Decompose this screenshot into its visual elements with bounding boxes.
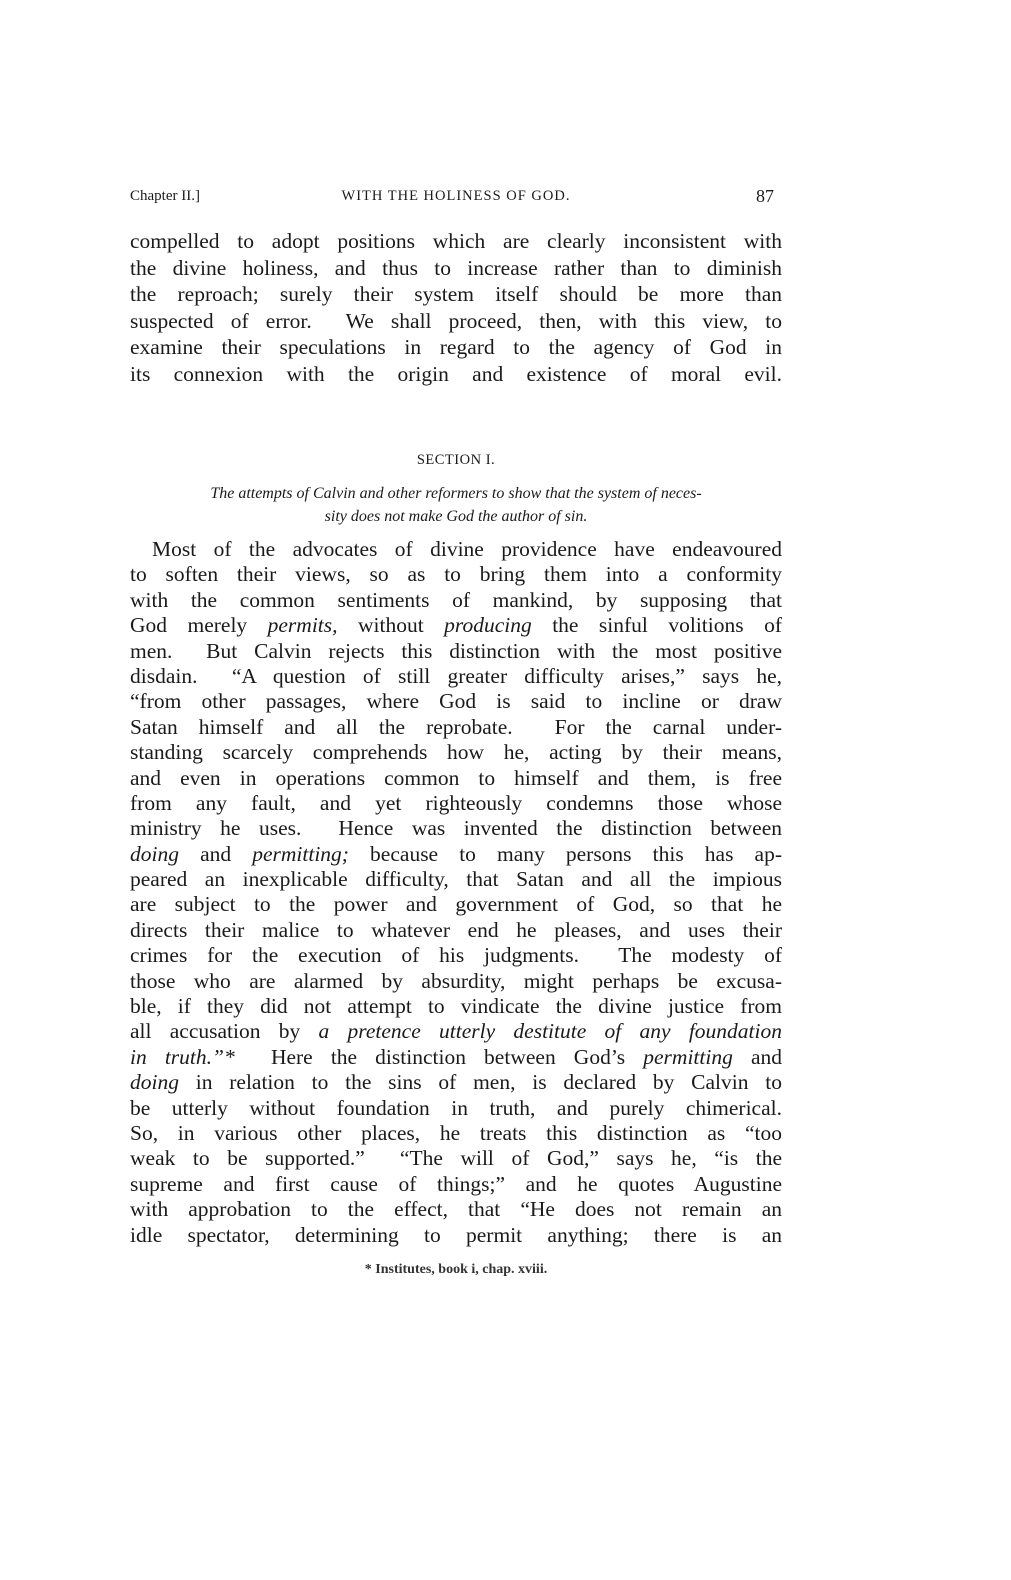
italic-text: permits,: [267, 613, 338, 638]
text-run: crimes for the execution of his judgments. The modesty of: [130, 943, 782, 968]
italic-text: doing: [130, 1070, 179, 1095]
italic-text: producing: [444, 613, 532, 638]
text-run: men. But Calvin rejects this distinction with the most positive: [130, 638, 782, 663]
text-run: weak to be supported.” “The will of God,” says he, “is the: [130, 1146, 782, 1171]
text-line: [130, 639, 782, 664]
text-run: examine their speculations in regard to the agency of God in: [130, 335, 782, 360]
text-run: the sinful volitions of: [531, 613, 782, 638]
text-run: all accusation by: [130, 1019, 319, 1044]
text-run: because to many persons this has ap-: [348, 841, 783, 866]
text-line: [130, 1096, 782, 1121]
text-line: [130, 842, 782, 867]
text-run: the reproach; surely their system itself should be more than: [130, 282, 782, 307]
text-line: [130, 361, 782, 388]
text-run: those who are alarmed by absurdity, might perhaps be excusa-: [130, 968, 782, 993]
text-line: [130, 334, 782, 361]
text-line: [130, 867, 782, 892]
italic-text: in truth.”*: [130, 1044, 235, 1069]
text-line: [130, 1019, 782, 1044]
text-line: [130, 918, 782, 943]
text-run: Most of the advocates of divine providence have endeavoured: [152, 537, 782, 561]
paragraph-2: [130, 537, 782, 1248]
text-line: [130, 588, 782, 613]
text-run: the divine holiness, and thus to increase rather than to diminish: [130, 255, 782, 280]
text-run: disdain. “A question of still greater difficulty arises,” says he,: [130, 663, 782, 688]
section-subtitle-line: sity does not make God the author of sin.: [324, 508, 588, 525]
text-line: [130, 791, 782, 816]
text-run: with approbation to the effect, that “He does not remain an: [130, 1197, 782, 1222]
text-line: [130, 892, 782, 917]
text-run: and even in operations common to himself and them, is free: [130, 765, 782, 790]
text-line: [130, 255, 782, 282]
text-line: [130, 740, 782, 765]
text-line: [130, 1045, 782, 1070]
text-run: standing scarcely comprehends how he, acting by their means,: [130, 740, 782, 765]
text-line: [130, 537, 782, 562]
text-run: to soften their views, so as to bring them into a conformity: [130, 562, 782, 587]
text-line: [130, 1146, 782, 1171]
text-run: peared an inexplicable difficulty, that Satan and all the impious: [130, 867, 782, 892]
text-line: [130, 969, 782, 994]
text-line: [130, 281, 782, 308]
text-line: [130, 689, 782, 714]
paragraph-1: [130, 228, 782, 388]
running-title: WITH THE HOLINESS OF GOD.: [341, 188, 571, 204]
text-line: [130, 943, 782, 968]
section-subtitle: [130, 482, 782, 528]
text-run: suspected of error. We shall proceed, then, with this view, to: [130, 308, 782, 333]
text-run: idle spectator, determining to permit anything; there is an: [130, 1222, 782, 1247]
text-run: ministry he uses. Hence was invented the distinction between: [130, 816, 782, 841]
text-run: God merely: [130, 613, 268, 638]
text-line: [130, 715, 782, 740]
text-line: [130, 562, 782, 587]
italic-text: doing: [130, 841, 179, 866]
text-run: and: [732, 1044, 783, 1069]
text-run: directs their malice to whatever end he pleases, and uses their: [130, 917, 782, 942]
text-line: [130, 994, 782, 1019]
text-run: are subject to the power and government of God, so that he: [130, 892, 782, 917]
text-line: [130, 1070, 782, 1095]
text-line: [130, 228, 782, 255]
text-line: [130, 1172, 782, 1197]
text-run: “from other passages, where God is said to incline or draw: [130, 689, 782, 714]
text-run: in relation to the sins of men, is declared by Calvin to: [178, 1070, 782, 1095]
text-line: [130, 664, 782, 689]
running-header: [130, 186, 782, 212]
text-run: its connexion with the origin and existence of moral evil.: [130, 361, 782, 386]
text-line: [130, 1197, 782, 1222]
text-run: So, in various other places, he treats this distinction as “too: [130, 1120, 782, 1145]
italic-text: permitting: [643, 1044, 733, 1069]
italic-text: a pretence utterly destitute of any foundation: [318, 1019, 782, 1044]
text-run: with the common sentiments of mankind, by supposing that: [130, 587, 782, 612]
section-subtitle-line: The attempts of Calvin and other reformers to show that the system of neces-: [210, 485, 702, 502]
chapter-label: Chapter II.]: [130, 188, 200, 204]
text-line: [130, 1121, 782, 1146]
text-run: Satan himself and all the reprobate. For the carnal under-: [130, 714, 782, 739]
text-line: [130, 766, 782, 791]
text-run: from any fault, and yet righteously condemns those whose: [130, 790, 782, 815]
text-line: [130, 1223, 782, 1248]
footnote: * Institutes, book i, chap. xviii.: [364, 1262, 548, 1277]
text-line: [130, 613, 782, 638]
text-run: Here the distinction between God’s: [234, 1044, 644, 1069]
page-number: 87: [756, 186, 774, 206]
text-run: be utterly without foundation in truth, and purely chimerical.: [130, 1095, 782, 1120]
italic-text: permitting;: [252, 841, 349, 866]
text-run: without: [337, 613, 445, 638]
text-run: and: [178, 841, 253, 866]
text-run: ble, if they did not attempt to vindicate the divine justice from: [130, 994, 782, 1019]
text-run: compelled to adopt positions which are clearly inconsistent with: [130, 229, 782, 253]
text-line: [130, 816, 782, 841]
text-run: supreme and first cause of things;” and he quotes Augustine: [130, 1171, 782, 1196]
section-heading: SECTION I.: [416, 452, 496, 468]
text-line: [130, 308, 782, 335]
